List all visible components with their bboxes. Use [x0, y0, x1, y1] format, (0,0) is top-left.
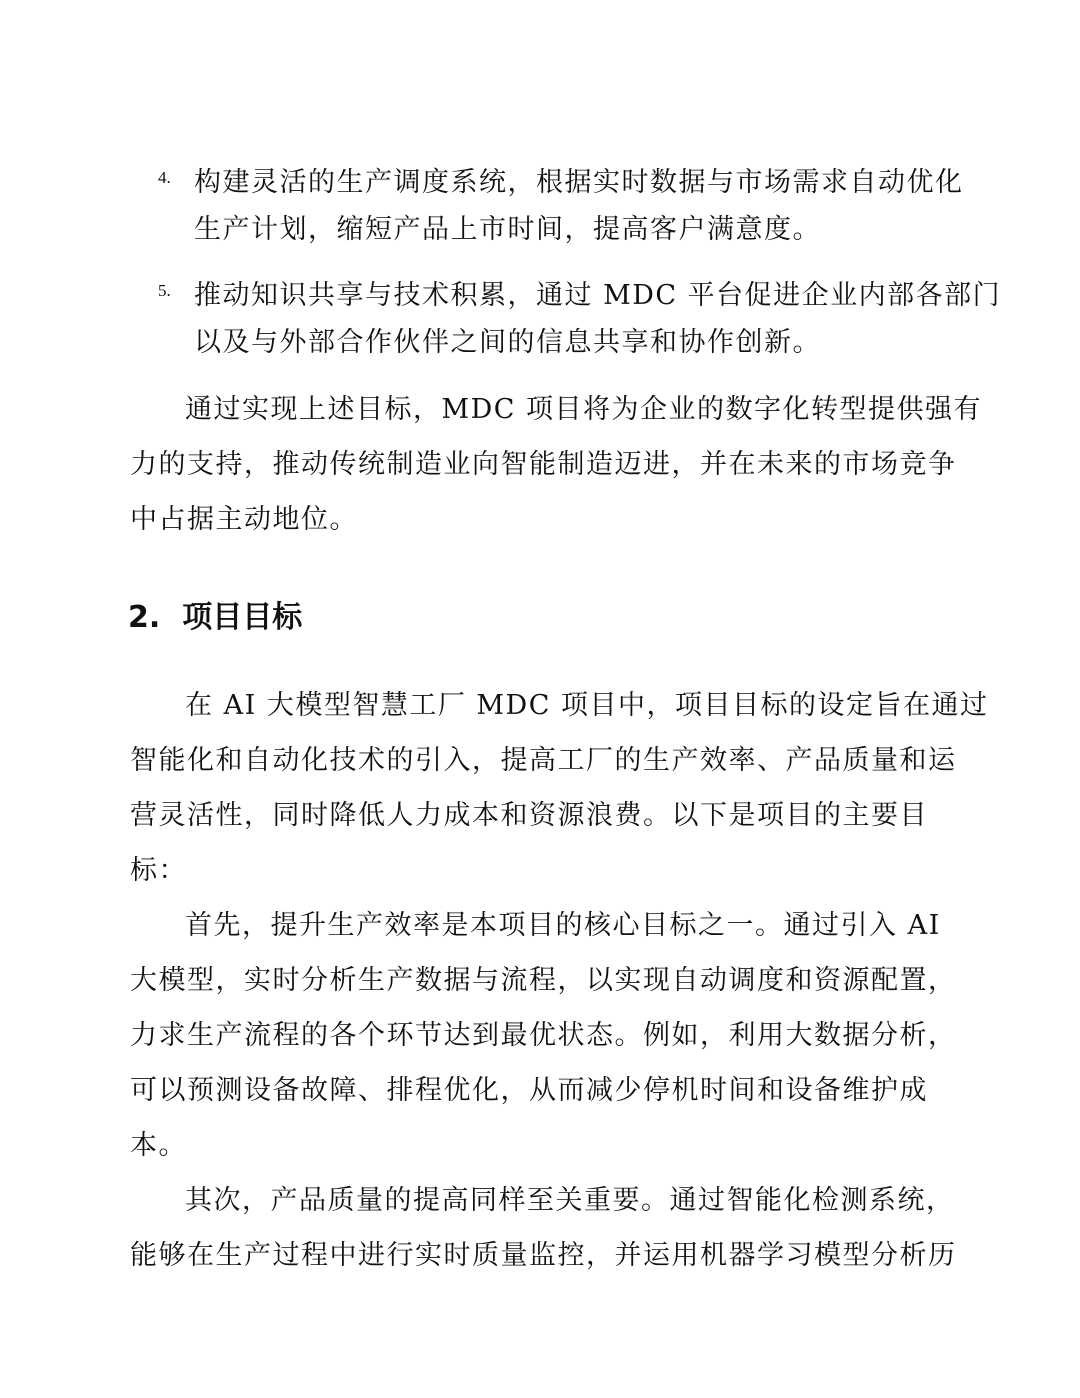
section-title: 项目目标 — [182, 600, 303, 635]
list-number: 4. — [158, 168, 171, 187]
section-heading — [128, 592, 302, 636]
paragraph-line: 可以预测设备故障、排程优化，从而减少停机时间和设备维护成 — [130, 1075, 928, 1106]
list-item-line: 推动知识共享与技术积累，通过 MDC 平台促进企业内部各部门 — [194, 280, 1002, 311]
paragraph-line: 营灵活性，同时降低人力成本和资源浪费。以下是项目的主要目 — [130, 800, 928, 831]
paragraph-line: 能够在生产过程中进行实时质量监控，并运用机器学习模型分析历 — [130, 1240, 957, 1271]
list-item-line: 以及与外部合作伙伴之间的信息共享和协作创新。 — [194, 327, 821, 358]
paragraph-line: 标： — [130, 855, 187, 886]
paragraph-line: 其次，产品质量的提高同样至关重要。通过智能化检测系统， — [185, 1185, 955, 1216]
paragraph-line: 本。 — [130, 1130, 187, 1161]
paragraph-line: 智能化和自动化技术的引入，提高工厂的生产效率、产品质量和运 — [130, 745, 957, 776]
section-number: 2. — [128, 600, 161, 635]
list-item-line: 生产计划，缩短产品上市时间，提高客户满意度。 — [194, 214, 821, 245]
paragraph-line: 力求生产流程的各个环节达到最优状态。例如，利用大数据分析， — [130, 1020, 957, 1051]
paragraph-line: 大模型，实时分析生产数据与流程，以实现自动调度和资源配置， — [130, 965, 957, 996]
paragraph-line: 首先，提升生产效率是本项目的核心目标之一。通过引入 AI — [185, 910, 941, 941]
list-number: 5. — [158, 281, 171, 300]
paragraph-line: 力的支持，推动传统制造业向智能制造迈进，并在未来的市场竞争 — [130, 449, 957, 480]
paragraph-line: 中占据主动地位。 — [130, 504, 358, 535]
paragraph-line: 在 AI 大模型智慧工厂 MDC 项目中，项目目标的设定旨在通过 — [185, 690, 989, 721]
paragraph-line: 通过实现上述目标，MDC 项目将为企业的数字化转型提供强有 — [185, 394, 983, 425]
list-item-line: 构建灵活的生产调度系统，根据实时数据与市场需求自动优化 — [194, 167, 964, 198]
